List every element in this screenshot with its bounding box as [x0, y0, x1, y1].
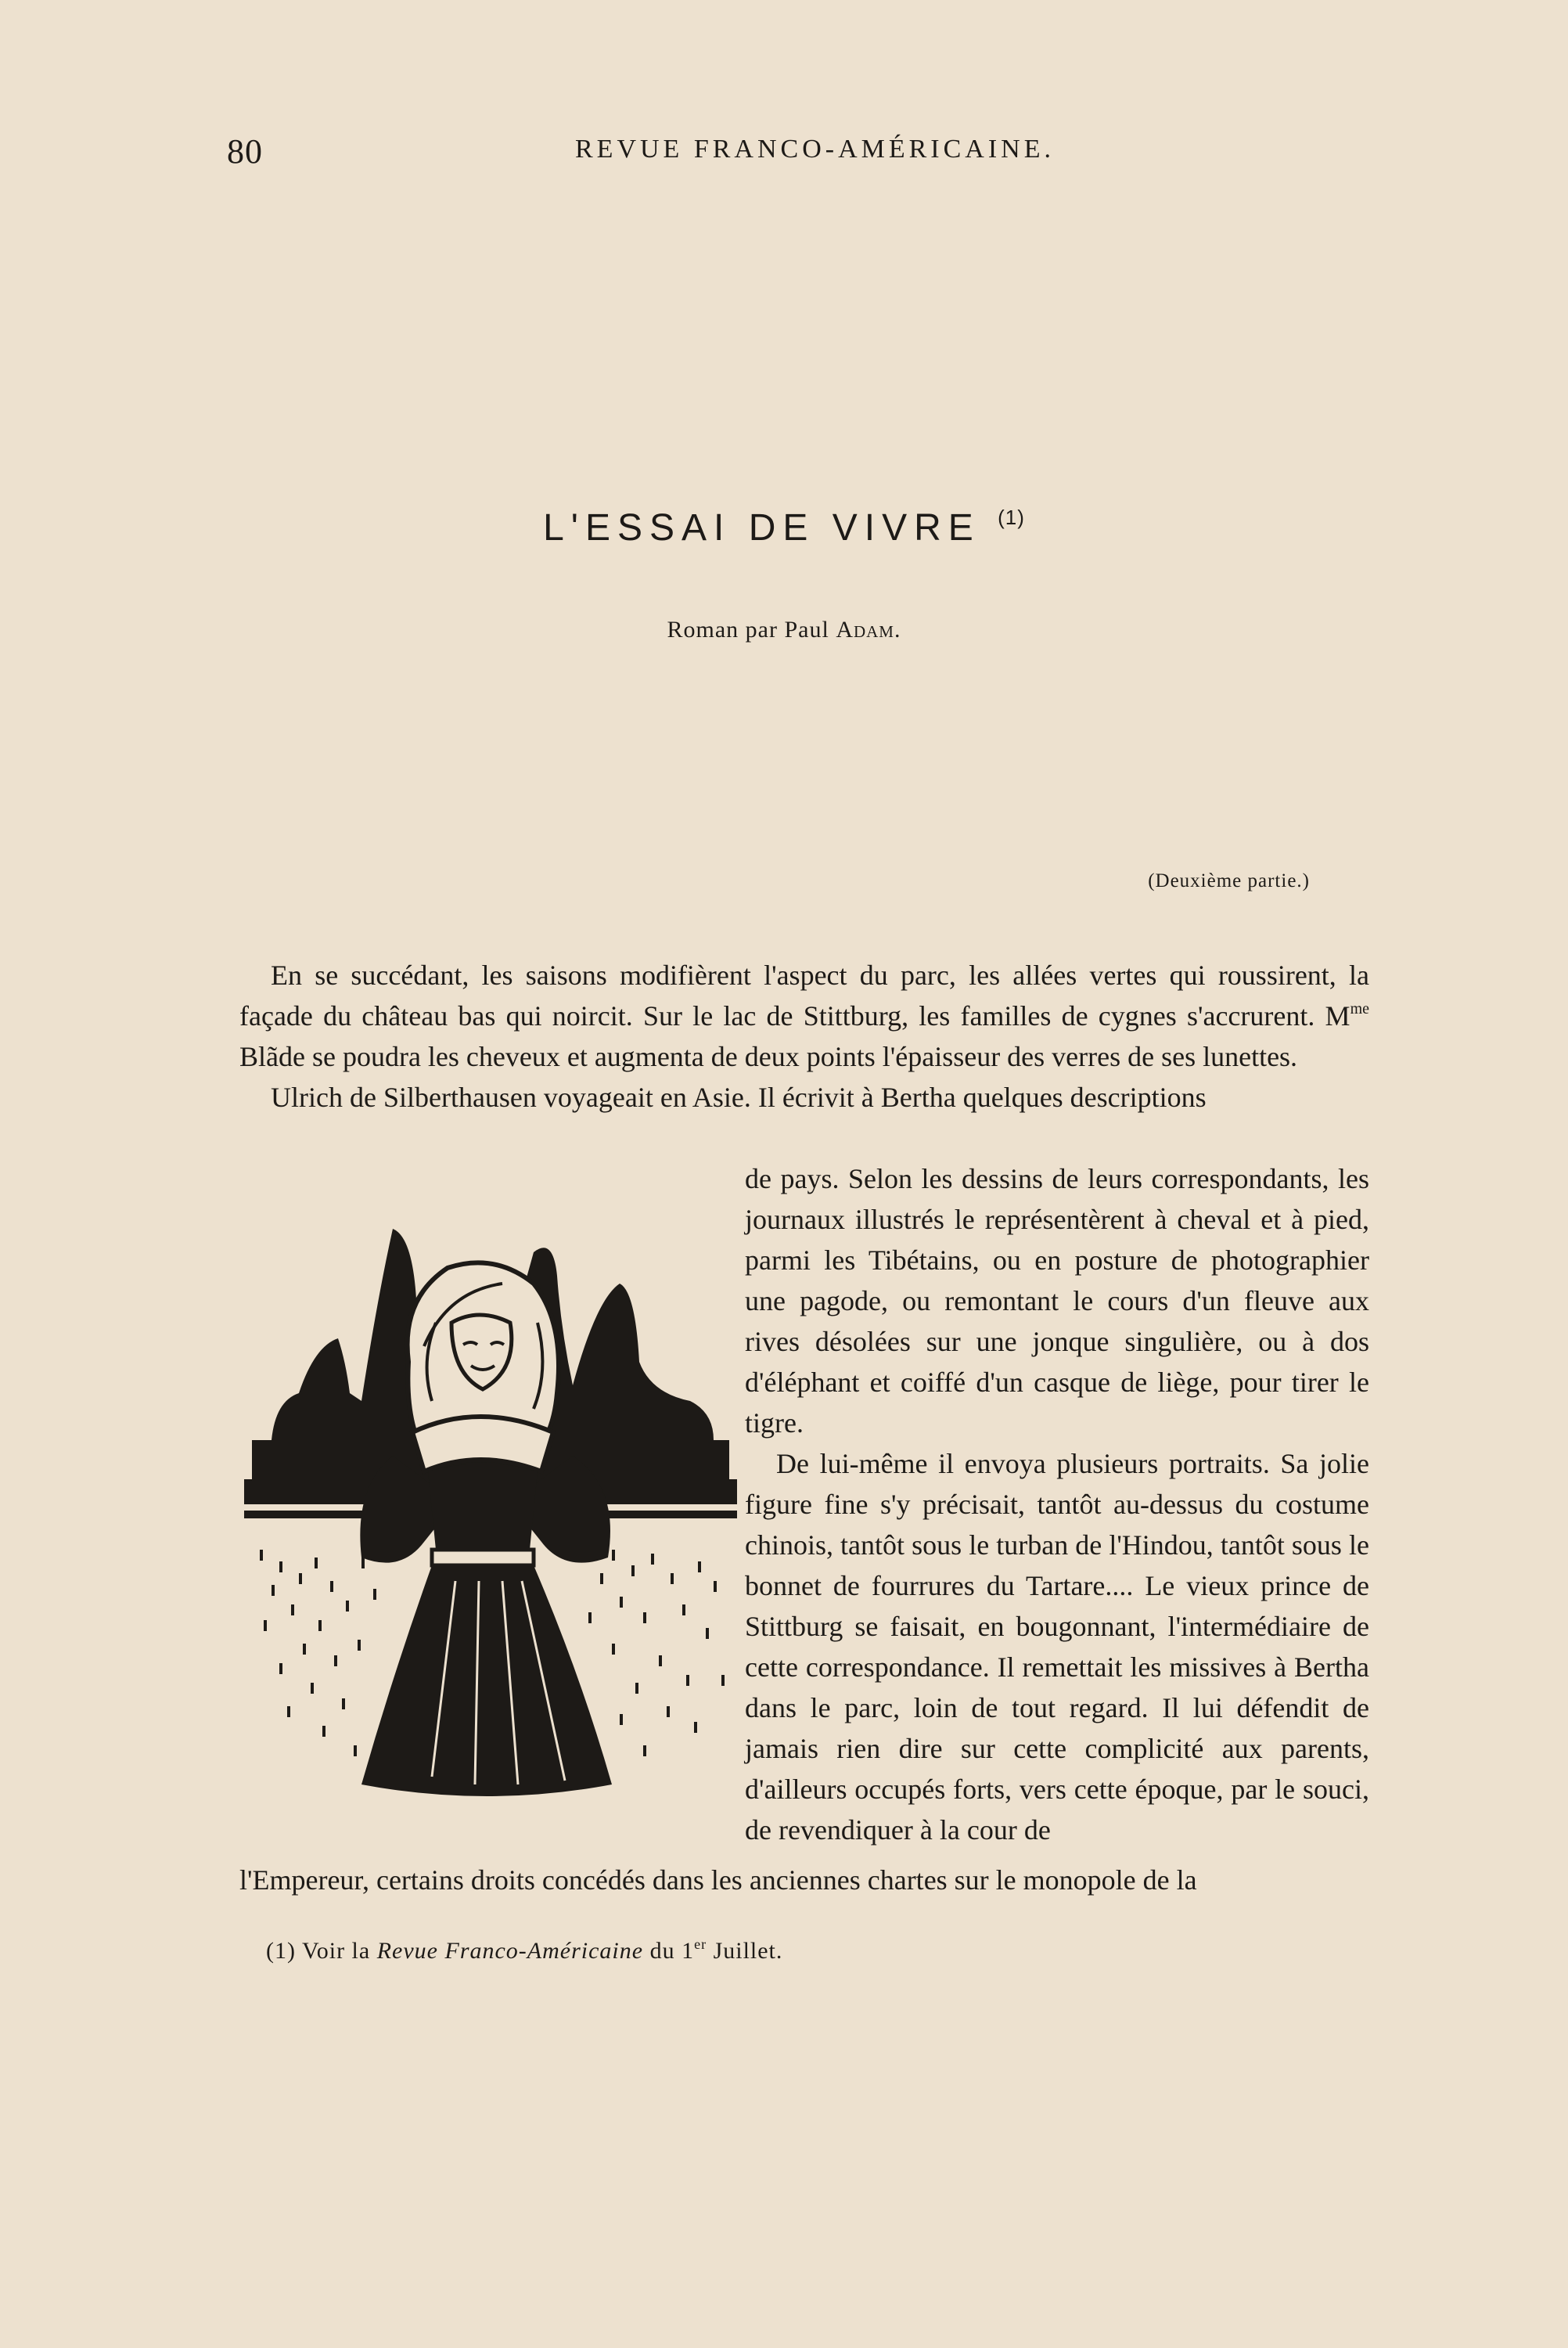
paragraph-2-continued: de pays. Selon les dessins de leurs correspondants, les journaux illustrés le représentèrent à cheval et à pied, parmi les Tibétains, ou en posture de photographier une pagode, ou remontant le cours d'un fleuve aux rives désolées sur une jonque singulière, ou à dos d'éléphant et coiffé d'un casque de liège, pour tirer le tigre. [745, 1163, 1369, 1439]
footnote-start: (1) Voir la [266, 1938, 371, 1964]
paragraph-3: De lui-même il envoya plusieurs portraits. Sa jolie figure fine s'y précisait, tantôt au-dessus du costume chinois, tantôt sous le turban de l'Hindou, tantôt sous le bonnet de fourrures du Tartare.... Le vieux prince de Stittburg se faisait, en bougonnant, l'intermédiaire de cette correspondance. Il remettait les missives à Bertha dans le parc, loin de tout regard. Il lui défendit de jamais rien dire sur cette complicité aux parents, d'ailleurs occupés forts, vers cette époque, par le souci, de revendiquer à la cour de [745, 1448, 1369, 1846]
page-header [227, 131, 1377, 178]
body-text-bottom [239, 1860, 1374, 1900]
paragraph-3-continued: l'Empereur, certains droits concédés dans les anciennes chartes sur le monopole de la [239, 1864, 1197, 1896]
footnote-date: du 1 [649, 1938, 695, 1964]
title-footnote-mark: (1) [998, 506, 1025, 529]
byline-prefix: Roman par Paul [667, 617, 829, 643]
paragraph-1-start: En se succédant, les saisons modifièrent l'aspect du parc, les allées vertes qui roussirent, la façade du château bas qui noircit. Sur le lac de Stittburg, les familles de cygnes s'accrurent. M [239, 960, 1369, 1032]
body-text-top [239, 955, 1369, 1118]
byline [0, 617, 1568, 643]
footnote [266, 1936, 782, 1964]
article-title [0, 506, 1568, 549]
author-name: Adam. [836, 617, 901, 643]
paragraph-2-start: Ulrich de Silberthausen voyageait en Asie. Il écrivit à Bertha quelques descriptions [271, 1082, 1207, 1113]
body-text-column [745, 1158, 1369, 1850]
superscript-me: me [1350, 1000, 1369, 1017]
running-title: REVUE FRANCO-AMÉRICAINE. [575, 135, 1055, 164]
paragraph-1 [239, 955, 1369, 1077]
woodcut-illustration [244, 1205, 737, 1824]
part-note: (Deuxième partie.) [1148, 870, 1310, 891]
paragraph-1-end: Blãde se poudra les cheveux et augmenta de deux points l'épaisseur des verres de ses lunettes. [239, 1041, 1298, 1072]
footnote-end: Juillet. [713, 1938, 783, 1964]
article-title-text: L'ESSAI DE VIVRE [543, 507, 980, 549]
footnote-journal: Revue Franco-Américaine [376, 1938, 644, 1964]
page-number: 80 [227, 132, 263, 171]
footnote-date-sup: er [694, 1936, 707, 1952]
